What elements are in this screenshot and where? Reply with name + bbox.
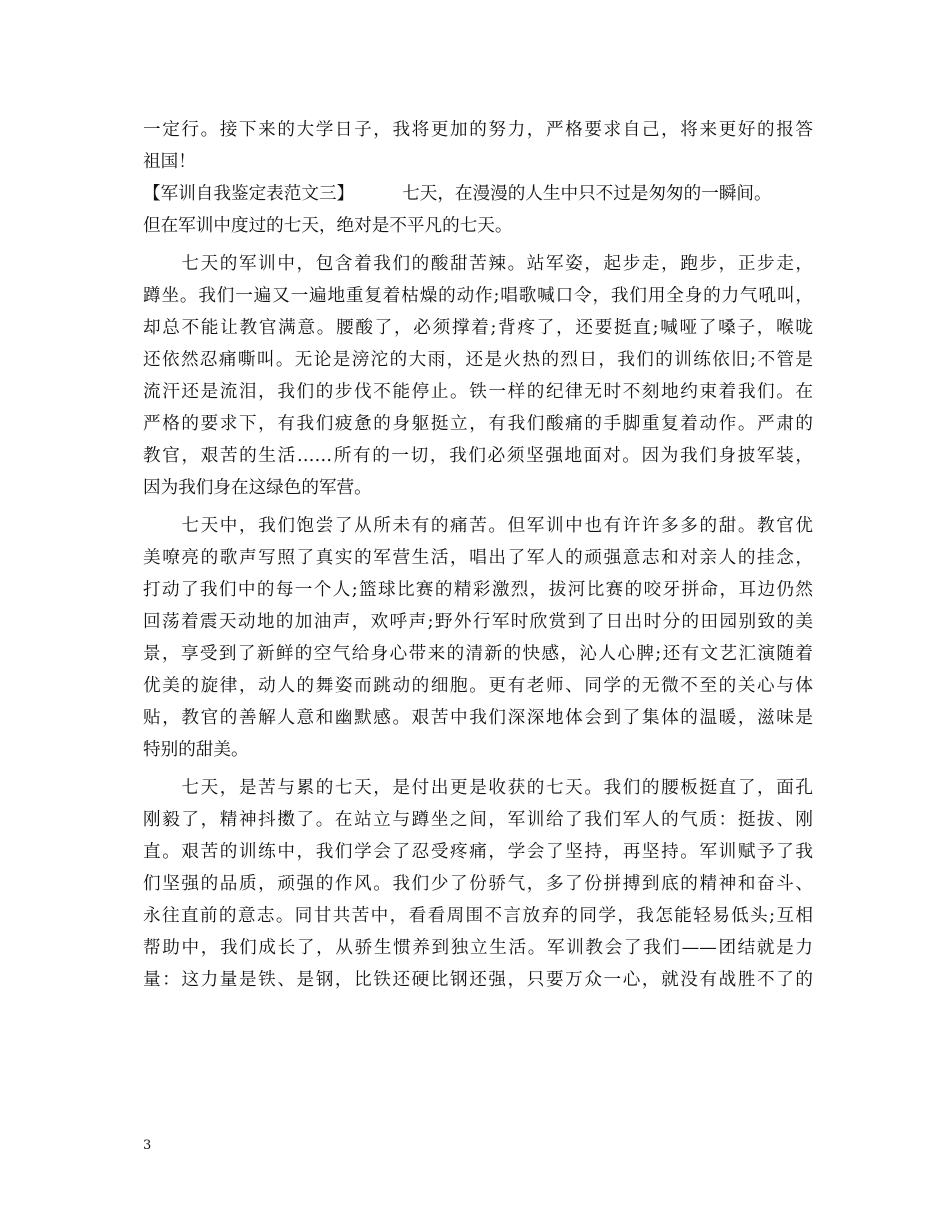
text-line: 教官，艰苦的生活……所有的一切，我们必须坚强地面对。因为我们身披军装， [143, 446, 813, 466]
text-line: 量：这力量是铁、是钢，比铁还硬比钢还强，只要万众一心，就没有战胜不了的 [143, 970, 813, 990]
text-line: 景，享受到了新鲜的空气给身心带来的清新的快感，沁人心脾;还有文艺汇演随着 [143, 644, 813, 664]
text-line: 因为我们身在这绿色的军营。 [143, 478, 372, 498]
text-line: 却总不能让教官满意。腰酸了，必须撑着;背疼了，还要挺直;喊哑了嗓子，喉咙 [143, 318, 813, 338]
paragraph [143, 510, 813, 766]
text-line: 刚毅了，精神抖擞了。在站立与蹲坐之间，军训给了我们军人的气质：挺拔、刚 [143, 810, 813, 830]
section-heading: 【军训自我鉴定表范文三】 [143, 184, 355, 204]
section-intro: 七天，在漫漫的人生中只不过是匆匆的一瞬间。 [402, 184, 772, 204]
text-line: 流汗还是流泪，我们的步伐不能停止。铁一样的纪律无时不刻地约束着我们。在 [143, 382, 813, 402]
text-line: 还依然忍痛嘶叫。无论是滂沱的大雨，还是火热的烈日，我们的训练依旧;不管是 [143, 350, 813, 370]
text-line: 蹲坐。我们一遍又一遍地重复着枯燥的动作;唱歌喊口令，我们用全身的力气吼叫， [143, 286, 813, 306]
text-line: 打动了我们中的每一个人;篮球比赛的精彩激烈，拔河比赛的咬牙拼命，耳边仍然 [143, 580, 813, 600]
text-line: 永往直前的意志。同甘共苦中，看看周围不言放弃的同学，我怎能轻易低头;互相 [143, 906, 813, 926]
paragraph [143, 772, 813, 996]
page-number: 3 [143, 1138, 152, 1153]
text-line: 美嘹亮的歌声写照了真实的军营生活，唱出了军人的顽强意志和对亲人的挂念， [143, 548, 813, 568]
text-line: 但在军训中度过的七天，绝对是不平凡的七天。 [143, 216, 513, 236]
text-line: 们坚强的品质，顽强的作风。我们少了份骄气，多了份拼搏到底的精神和奋斗、 [143, 874, 813, 894]
text-line: 祖国！ [143, 152, 196, 172]
text-line: 严格的要求下，有我们疲惫的身躯挺立，有我们酸痛的手脚重复着动作。严肃的 [143, 414, 813, 434]
document-body [143, 114, 813, 996]
text-line: 特别的甜美。 [143, 740, 249, 760]
text-line: 一定行。接下来的大学日子，我将更加的努力，严格要求自己，将来更好的报答 [143, 120, 813, 140]
text-line: 回荡着震天动地的加油声，欢呼声;野外行军时欣赏到了日出时分的田园别致的美 [143, 612, 813, 632]
text-line: 七天中，我们饱尝了从所未有的痛苦。但军训中也有许许多多的甜。教官优 [143, 516, 813, 536]
text-line: 七天的军训中，包含着我们的酸甜苦辣。站军姿，起步走，跑步，正步走， [143, 254, 813, 274]
section-heading-line [143, 178, 813, 210]
text-line: 帮助中，我们成长了，从骄生惯养到独立生活。军训教会了我们——团结就是力 [143, 938, 813, 958]
text-line: 优美的旋律，动人的舞姿而跳动的细胞。更有老师、同学的无微不至的关心与体 [143, 676, 813, 696]
paragraph [143, 248, 813, 504]
text-line: 贴，教官的善解人意和幽默感。艰苦中我们深深地体会到了集体的温暖，滋味是 [143, 708, 813, 728]
text-line: 直。艰苦的训练中，我们学会了忍受疼痛，学会了坚持，再坚持。军训赋予了我 [143, 842, 813, 862]
text-line: 七天，是苦与累的七天，是付出更是收获的七天。我们的腰板挺直了，面孔 [143, 778, 813, 798]
